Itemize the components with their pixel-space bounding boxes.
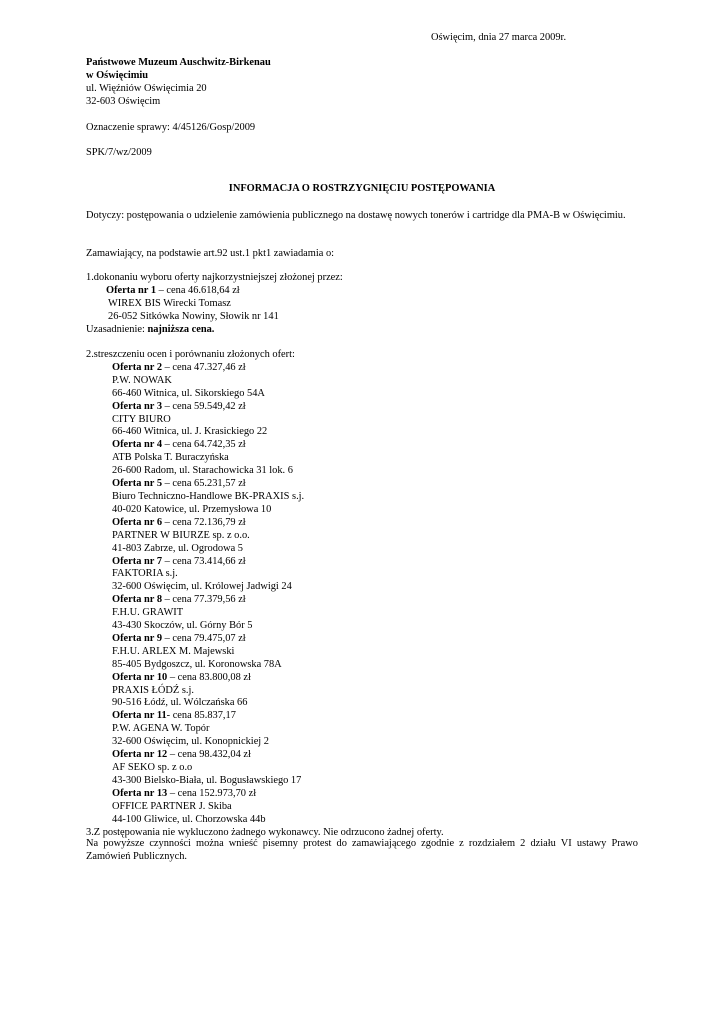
offer-company: ATB Polska T. Buraczyńska	[112, 452, 229, 464]
offer-address: 43-430 Skoczów, ul. Górny Bór 5	[112, 620, 253, 632]
offer-company: PARTNER W BIURZE sp. z o.o.	[112, 529, 250, 541]
offer-label: Oferta nr 5	[112, 478, 163, 490]
offer-price: – cena 98.432,04 zł	[167, 749, 251, 761]
offer-address: 40-020 Katowice, ul. Przemysłowa 10	[112, 503, 272, 515]
offer-9	[112, 633, 638, 672]
closing-paragraph: Na powyższe czynności można wnieść pisemny protest do zamawiającego zgodnie z rozdziałem 2 działu VI ustawy Prawo Zamówień Publicznych.	[86, 838, 638, 862]
offer-address: 66-460 Witnica, ul. Sikorskiego 54A	[112, 387, 265, 399]
offer-8	[112, 594, 638, 633]
offer-company: Biuro Techniczno-Handlowe BK-PRAXIS s.j.	[112, 490, 305, 502]
offer-price: – cena 77.379,56 zł	[162, 594, 246, 606]
offer-company: P.W. NOWAK	[112, 374, 172, 386]
section-2-heading: 2.streszczeniu ocen i porównaniu złożonych ofert:	[86, 349, 295, 360]
offer-company: CITY BIURO	[112, 413, 171, 425]
offer-address: 90-516 Łódź, ul. Wólczańska 66	[112, 697, 248, 709]
offer-price: – cena 73.414,66 zł	[162, 555, 246, 567]
subject-paragraph: Dotyczy: postępowania o udzielenie zamówienia publicznego na dostawę nowych tonerów i cartridge dla PMA-B w Oświęcimiu.	[86, 210, 626, 221]
section-1	[86, 272, 638, 337]
offer-price: – cena 83.800,08 zł	[167, 671, 251, 683]
offer-price: - cena 85.837,17	[166, 710, 236, 722]
offer-address: 41-803 Zabrze, ul. Ogrodowa 5	[112, 542, 243, 554]
offer-7	[112, 556, 638, 595]
recipient-city-line: w Oświęcimiu	[86, 69, 149, 81]
winning-offer-line	[86, 285, 638, 298]
recipient-postal: 32-603 Oświęcim	[86, 95, 161, 107]
offer-label: Oferta nr 2	[112, 361, 163, 373]
offer-2	[112, 362, 638, 401]
offer-5	[112, 478, 638, 517]
offer-price: – cena 65.231,57 zł	[162, 478, 246, 490]
document-title: INFORMACJA O ROSTRZYGNIĘCIU POSTĘPOWANIA	[228, 183, 496, 194]
offer-address: 32-600 Oświęcim, ul. Królowej Jadwigi 24	[112, 581, 292, 593]
offer-price: – cena 72.136,79 zł	[162, 516, 246, 528]
winning-offer-label: Oferta nr 1	[106, 284, 157, 296]
offer-company: P.W. AGENA W. Topór	[112, 723, 210, 735]
offer-price: – cena 59.549,42 zł	[162, 400, 246, 412]
justification-line	[86, 324, 638, 337]
offer-label: Oferta nr 13	[112, 787, 168, 799]
recipient-name: Państwowe Muzeum Auschwitz-Birkenau	[86, 57, 271, 68]
intro-paragraph: Zamawiający, na podstawie art.92 ust.1 pkt1 zawiadamia o:	[86, 248, 335, 259]
offer-price: – cena 152.973,70 zł	[167, 787, 257, 799]
offer-company: F.H.U. ARLEX M. Majewski	[112, 645, 235, 657]
recipient-street: ul. Więźniów Oświęcimia 20	[86, 82, 207, 94]
recipient-block	[86, 57, 638, 109]
offer-price: – cena 47.327,46 zł	[162, 361, 246, 373]
justification-value: najniższa cena.	[147, 323, 215, 335]
section-2	[86, 349, 638, 839]
winning-company: WIREX BIS Wirecki Tomasz	[108, 297, 231, 309]
offer-13	[112, 788, 638, 827]
date-line: Oświęcim, dnia 27 marca 2009r.	[431, 32, 567, 43]
section-1-heading: 1.dokonaniu wyboru oferty najkorzystniejszej złożonej przez:	[86, 272, 343, 283]
offer-label: Oferta nr 12	[112, 749, 168, 761]
offer-10	[112, 672, 638, 711]
offer-company: PRAXIS ŁÓDŹ s.j.	[112, 684, 194, 696]
offer-label: Oferta nr 3	[112, 400, 163, 412]
offer-company: OFFICE PARTNER J. Skiba	[112, 800, 232, 812]
offer-company: F.H.U. GRAWIT	[112, 607, 184, 619]
offer-label: Oferta nr 6	[112, 516, 163, 528]
offer-address: 66-460 Witnica, ul. J. Krasickiego 22	[112, 426, 268, 438]
offer-address: 32-600 Oświęcim, ul. Konopnickiej 2	[112, 736, 269, 748]
offer-address: 85-405 Bydgoszcz, ul. Koronowska 78A	[112, 658, 282, 670]
offer-label: Oferta nr 7	[112, 555, 163, 567]
section-3: 3.Z postępowania nie wykluczono żadnego wykonawcy. Nie odrzucono żadnej oferty.	[86, 826, 444, 838]
offer-label: Oferta nr 4	[112, 439, 163, 451]
offers-list	[86, 362, 638, 827]
offer-address: 44-100 Gliwice, ul. Chorzowska 44b	[112, 813, 266, 825]
offer-label: Oferta nr 8	[112, 594, 163, 606]
winning-address: 26-052 Sitkówka Nowiny, Słowik nr 141	[108, 310, 279, 322]
offer-11	[112, 710, 638, 749]
offer-label: Oferta nr 11	[112, 710, 167, 722]
justification-label: Uzasadnienie:	[86, 323, 148, 335]
offer-price: – cena 64.742,35 zł	[162, 439, 246, 451]
offer-address: 26-600 Radom, ul. Starachowicka 31 lok. 6	[112, 465, 293, 477]
offer-address: 43-300 Bielsko-Biała, ul. Bogusławskiego 17	[112, 774, 302, 786]
winning-offer-price: – cena 46.618,64 zł	[156, 284, 240, 296]
offer-label: Oferta nr 10	[112, 671, 168, 683]
case-reference: Oznaczenie sprawy: 4/45126/Gosp/2009	[86, 122, 256, 133]
offer-12	[112, 749, 638, 788]
offer-4	[112, 439, 638, 478]
offer-label: Oferta nr 9	[112, 632, 163, 644]
offer-6	[112, 517, 638, 556]
offer-3	[112, 401, 638, 440]
offer-company: AF SEKO sp. z o.o	[112, 762, 193, 773]
spk-reference: SPK/7/wz/2009	[86, 147, 152, 158]
offer-company: FAKTORIA s.j.	[112, 568, 178, 580]
offer-price: – cena 79.475,07 zł	[162, 632, 246, 644]
